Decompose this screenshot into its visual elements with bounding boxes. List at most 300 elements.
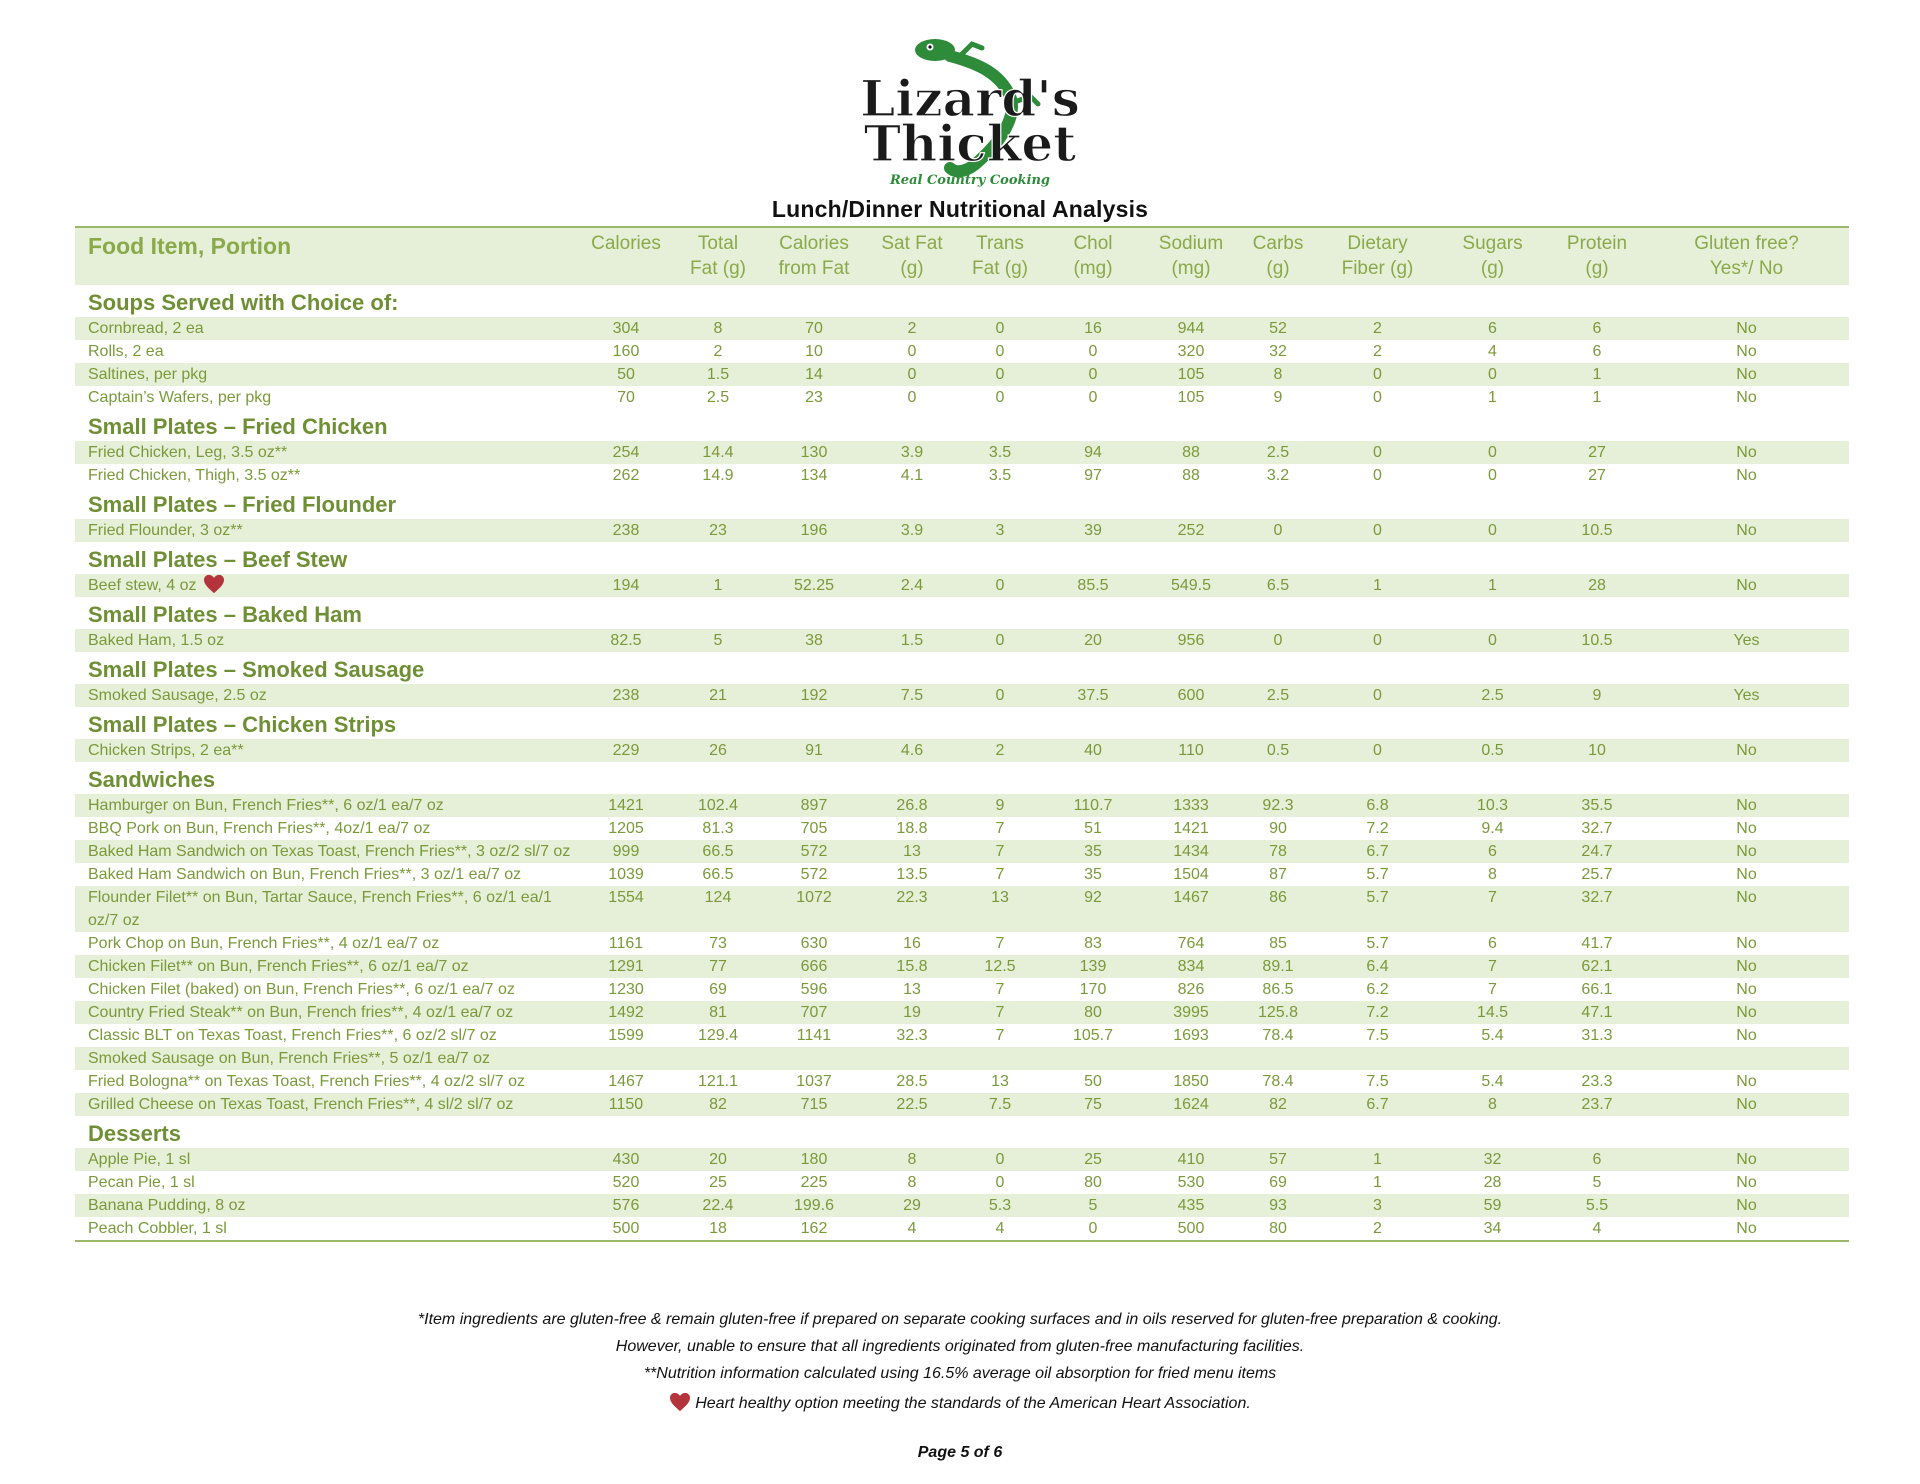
value-cell-sat: 3.9 (900, 444, 924, 461)
col-header-trans-fat: Trans Fat (g) (960, 227, 1040, 285)
value-cell-cal: 82.5 (610, 632, 642, 649)
food-item-cell (75, 340, 580, 363)
value-cell-chol: 83 (1084, 935, 1102, 952)
value-cell-cal: 576 (612, 1197, 640, 1214)
value-cell-pro: 23.7 (1581, 1096, 1613, 1113)
table-row (75, 464, 1849, 487)
value-cell-trans: 7.5 (988, 1096, 1012, 1113)
value-cell-pro: 6 (1592, 1151, 1602, 1168)
value-cell-sod: 105 (1177, 389, 1205, 406)
value-cell-chol: 0 (1040, 1217, 1146, 1241)
value-cell-trans: 13 (991, 889, 1009, 906)
value-cell-cff: 199.6 (793, 1197, 835, 1214)
value-cell-carb: 89.1 (1262, 958, 1294, 975)
table-row (75, 1001, 1849, 1024)
value-cell-gf: No (1736, 1174, 1757, 1191)
value-cell-carb: 125.8 (1257, 1004, 1299, 1021)
food-item-name: Baked Ham, 1.5 oz (88, 632, 225, 649)
value-cell-trans: 7 (995, 935, 1005, 952)
value-cell-sod: 1333 (1173, 797, 1209, 814)
value-cell-fat: 81 (709, 1004, 727, 1021)
food-item-cell (75, 978, 580, 1001)
value-cell-cff: 572 (800, 843, 828, 860)
value-cell-gf: No (1736, 467, 1757, 484)
value-cell-fib: 0 (1373, 687, 1382, 704)
col-header-calories-from-fat: Calories from Fat (764, 227, 864, 285)
value-cell-sat: 8 (907, 1174, 917, 1191)
food-item-cell (75, 1093, 580, 1116)
value-cell-fib: 1 (1373, 1151, 1382, 1168)
food-item-name: Baked Ham Sandwich on Bun, French Fries**, 3 oz/1 ea/7 oz (88, 866, 522, 883)
value-cell-fib: 6.4 (1366, 958, 1389, 975)
food-item-name: Saltines, per pkg (88, 366, 208, 383)
food-item-name: Chicken Strips, 2 ea** (88, 742, 244, 759)
value-cell-sod: 320 (1177, 343, 1205, 360)
value-cell-cff: 630 (800, 935, 828, 952)
food-item-name: Fried Chicken, Leg, 3.5 oz** (88, 444, 288, 461)
value-cell-trans: 0 (995, 1151, 1005, 1168)
food-item-cell (75, 441, 580, 464)
food-item-cell (75, 317, 580, 340)
value-cell-pro: 6 (1592, 343, 1602, 360)
value-cell-carb: 0.5 (1266, 742, 1290, 759)
value-cell-carb: 90 (1269, 820, 1287, 837)
value-cell-chol: 94 (1084, 444, 1102, 461)
value-cell-sat: 16 (903, 935, 921, 952)
value-cell-fib: 1 (1373, 1174, 1382, 1191)
col-header-sodium: Sodium (mg) (1146, 227, 1236, 285)
value-cell-fat: 82 (709, 1096, 727, 1113)
value-cell-fat: 14.9 (702, 467, 734, 484)
value-cell-sat: 13 (903, 981, 921, 998)
value-cell-cal: 1467 (608, 1073, 644, 1090)
value-cell-gf: No (1736, 577, 1757, 594)
value-cell-gf: No (1736, 958, 1757, 975)
value-cell-cal: 194 (612, 577, 640, 594)
value-cell-sug: 9.4 (1481, 820, 1504, 837)
value-cell-chol: 85.5 (1077, 577, 1109, 594)
value-cell-fib: 6.8 (1366, 797, 1389, 814)
value-cell-sod: 105 (1177, 366, 1205, 383)
col-header-calories: Calories (580, 227, 672, 285)
value-cell-trans: 0 (995, 1174, 1005, 1191)
value-cell-cal: 1599 (608, 1027, 644, 1044)
page-title: Lunch/Dinner Nutritional Analysis (771, 196, 1149, 222)
value-cell-gf: No (1736, 742, 1757, 759)
food-item-cell (75, 1024, 580, 1047)
value-cell-pro: 47.1 (1581, 1004, 1613, 1021)
value-cell-trans: 4 (960, 1217, 1040, 1241)
value-cell-sug: 0.5 (1481, 742, 1504, 759)
footnote-heart-text: Heart healthy option meeting the standards of the American Heart Association. (695, 1395, 1251, 1412)
value-cell-trans: 7 (995, 981, 1005, 998)
value-cell-sat: 18.8 (896, 820, 928, 837)
value-cell-cff: 130 (800, 444, 828, 461)
value-cell-pro: 10.5 (1581, 632, 1613, 649)
food-item-cell (75, 739, 580, 762)
value-cell-cal: 1554 (608, 889, 644, 906)
value-cell-gf: No (1736, 889, 1757, 906)
value-cell-chol: 5 (1088, 1197, 1098, 1214)
value-cell-sod: 88 (1182, 467, 1200, 484)
col-header-fiber: Dietary Fiber (g) (1320, 227, 1435, 285)
food-item-cell (75, 886, 580, 932)
food-item-cell (75, 684, 580, 707)
value-cell-carb: 78 (1269, 843, 1287, 860)
value-cell-pro: 24.7 (1581, 843, 1613, 860)
food-item-name: Rolls, 2 ea (88, 343, 164, 360)
value-cell-carb: 82 (1269, 1096, 1287, 1113)
table-row (75, 978, 1849, 1001)
value-cell-sug: 6 (1488, 320, 1497, 337)
value-cell-cal: 70 (617, 389, 635, 406)
value-cell-trans: 7 (995, 820, 1005, 837)
heart-icon (669, 1392, 691, 1412)
value-cell-chol: 0 (1088, 389, 1098, 406)
value-cell-sod: 956 (1177, 632, 1205, 649)
value-cell-sod (1146, 1047, 1236, 1070)
value-cell-fib: 2 (1373, 343, 1382, 360)
value-cell-fat: 77 (709, 958, 727, 975)
value-cell-pro: 23.3 (1581, 1073, 1613, 1090)
value-cell-sat: 0 (907, 343, 917, 360)
value-cell-cff: 1141 (796, 1027, 832, 1044)
value-cell-carb: 8 (1273, 366, 1283, 383)
value-cell-cff: 14 (805, 366, 823, 383)
value-cell-cal: 1150 (608, 1096, 644, 1113)
value-cell-trans: 0 (995, 343, 1005, 360)
value-cell-pro: 5.5 (1585, 1197, 1609, 1214)
value-cell-carb: 87 (1269, 866, 1287, 883)
value-cell-sat: 22.3 (896, 889, 928, 906)
value-cell-cff: 705 (800, 820, 828, 837)
value-cell-sod: 826 (1177, 981, 1205, 998)
table-row (75, 932, 1849, 955)
value-cell-trans: 0 (995, 320, 1005, 337)
value-cell-fib: 2 (1373, 320, 1382, 337)
value-cell-sug: 0 (1488, 632, 1497, 649)
value-cell-sod: 110 (1178, 742, 1204, 759)
value-cell-sat: 4.1 (900, 467, 924, 484)
food-item-cell (75, 1171, 580, 1194)
value-cell-sug: 0 (1488, 366, 1497, 383)
food-item-cell (75, 932, 580, 955)
food-item-cell (75, 955, 580, 978)
value-cell-pro: 32.7 (1581, 820, 1613, 837)
value-cell-trans: 7 (995, 1027, 1005, 1044)
value-cell-sod: 1504 (1173, 866, 1209, 883)
table-row (75, 363, 1849, 386)
food-item-name: Chicken Filet (baked) on Bun, French Fries**, 6 oz/1 ea/7 oz (88, 981, 515, 998)
value-cell-fat: 73 (709, 935, 727, 952)
value-cell-chol: 39 (1084, 522, 1102, 539)
table-row (75, 386, 1849, 409)
value-cell-cal: 999 (612, 843, 640, 860)
col-header-protein: Protein (g) (1550, 227, 1644, 285)
food-item-name: Fried Chicken, Thigh, 3.5 oz** (88, 467, 301, 484)
value-cell-chol: 0 (1088, 366, 1098, 383)
food-item-cell (75, 1047, 580, 1070)
value-cell-sug: 10.3 (1476, 797, 1509, 814)
value-cell-fib (1320, 1047, 1435, 1070)
value-cell-gf (1644, 1047, 1849, 1070)
value-cell-sat: 32.3 (896, 1027, 928, 1044)
value-cell-sug: 0 (1488, 467, 1497, 484)
value-cell-carb: 2.5 (1266, 687, 1290, 704)
table-row (75, 1047, 1849, 1070)
table-row (75, 1148, 1849, 1171)
value-cell-sat: 13.5 (896, 866, 928, 883)
value-cell-carb: 78.4 (1262, 1073, 1294, 1090)
value-cell-fib: 6.2 (1366, 981, 1389, 998)
value-cell-sat (864, 1047, 960, 1070)
value-cell-cff: 666 (800, 958, 828, 975)
section-title: Small Plates – Smoked Sausage (88, 657, 425, 682)
value-cell-cff: 707 (800, 1004, 828, 1021)
value-cell-fat: 21 (709, 687, 727, 704)
value-cell-sod: 500 (1146, 1217, 1236, 1241)
value-cell-fib: 7.2 (1366, 1004, 1389, 1021)
value-cell-chol: 139 (1079, 958, 1107, 975)
section-title: Small Plates – Fried Flounder (88, 492, 397, 517)
value-cell-fat: 121.1 (697, 1073, 739, 1090)
value-cell-sod: 1421 (1173, 820, 1209, 837)
value-cell-trans: 0 (995, 687, 1005, 704)
value-cell-fib: 0 (1373, 522, 1382, 539)
value-cell-gf: No (1736, 444, 1757, 461)
value-cell-fib: 0 (1373, 632, 1382, 649)
value-cell-fib: 5.7 (1366, 889, 1389, 906)
value-cell-cal: 520 (612, 1174, 640, 1191)
value-cell-cff: 70 (805, 320, 823, 337)
value-cell-sug: 28 (1483, 1174, 1502, 1191)
value-cell-fib: 7.5 (1366, 1027, 1389, 1044)
nutrition-table (75, 226, 1849, 1242)
value-cell-chol: 25 (1084, 1151, 1102, 1168)
table-row (75, 1093, 1849, 1116)
value-cell-sat: 0 (907, 389, 917, 406)
value-cell-fat: 25 (709, 1174, 727, 1191)
food-item-name: Baked Ham Sandwich on Texas Toast, French Fries**, 3 oz/2 sl/7 oz (88, 843, 571, 860)
section-header-row (75, 707, 1849, 739)
table-row (75, 863, 1849, 886)
value-cell-cal: 304 (612, 320, 640, 337)
value-cell-fib: 6.7 (1366, 1096, 1389, 1113)
logo-tagline: Real Country Cooking (890, 173, 1050, 188)
value-cell-pro: 5 (1592, 1174, 1602, 1191)
table-row (75, 886, 1849, 932)
value-cell-fat: 1 (713, 577, 723, 594)
value-cell-sod: 600 (1177, 687, 1205, 704)
food-item-name: Country Fried Steak** on Bun, French fries**, 4 oz/1 ea/7 oz (88, 1004, 514, 1021)
value-cell-pro: 6 (1592, 320, 1602, 337)
section-header-row (75, 487, 1849, 519)
value-cell-carb: 57 (1269, 1151, 1287, 1168)
value-cell-fib: 0 (1373, 467, 1382, 484)
value-cell-fat: 2.5 (706, 389, 730, 406)
value-cell-pro: 1 (1592, 366, 1602, 383)
value-cell-gf: No (1644, 1217, 1849, 1241)
heart-icon (203, 574, 225, 594)
food-item-name: BBQ Pork on Bun, French Fries**, 4oz/1 ea/7 oz (88, 820, 431, 837)
value-cell-gf: No (1736, 522, 1757, 539)
food-item-cell (75, 574, 580, 597)
table-row (75, 317, 1849, 340)
value-cell-sod: 435 (1177, 1197, 1205, 1214)
food-item-name: Pork Chop on Bun, French Fries**, 4 oz/1 ea/7 oz (88, 935, 440, 952)
value-cell-cff: 596 (800, 981, 828, 998)
value-cell-sod: 1693 (1173, 1027, 1209, 1044)
value-cell-chol: 110.7 (1073, 797, 1113, 814)
value-cell-sod: 410 (1177, 1151, 1205, 1168)
value-cell-sug: 4 (1488, 343, 1497, 360)
value-cell-fat: 81.3 (702, 820, 734, 837)
value-cell-cff (764, 1047, 864, 1070)
food-item-name: Fried Flounder, 3 oz** (88, 522, 243, 539)
value-cell-gf: No (1736, 366, 1757, 383)
value-cell-gf: No (1736, 1027, 1757, 1044)
food-item-cell (75, 794, 580, 817)
value-cell-gf: No (1736, 389, 1757, 406)
value-cell-carb: 78.4 (1262, 1027, 1294, 1044)
value-cell-trans: 9 (995, 797, 1005, 814)
value-cell-sug: 5.4 (1481, 1027, 1504, 1044)
value-cell-sug: 34 (1435, 1217, 1550, 1241)
value-cell-gf: No (1736, 866, 1757, 883)
table-body (75, 285, 1849, 1241)
food-item-cell (75, 363, 580, 386)
value-cell-sug: 7 (1488, 958, 1497, 975)
value-cell-cff: 225 (800, 1174, 828, 1191)
value-cell-fib: 7.2 (1366, 820, 1389, 837)
value-cell-trans: 3.5 (988, 444, 1012, 461)
value-cell-pro: 9 (1592, 687, 1602, 704)
table-row (75, 1024, 1849, 1047)
value-cell-cff: 23 (805, 389, 823, 406)
value-cell-carb: 0 (1273, 522, 1283, 539)
lizards-thicket-logo (860, 34, 1080, 190)
table-row (75, 794, 1849, 817)
value-cell-cff: 162 (764, 1217, 864, 1241)
value-cell-gf: No (1736, 1073, 1757, 1090)
value-cell-cal: 262 (612, 467, 640, 484)
section-title: Desserts (88, 1121, 181, 1146)
value-cell-gf: No (1736, 1197, 1757, 1214)
value-cell-cff: 1072 (796, 889, 832, 906)
col-header-total-fat: Total Fat (g) (672, 227, 764, 285)
value-cell-trans: 3.5 (988, 467, 1012, 484)
value-cell-trans: 7 (995, 1004, 1005, 1021)
value-cell-sat: 8 (907, 1151, 917, 1168)
section-header-row (75, 542, 1849, 574)
food-item-name: Smoked Sausage on Bun, French Fries**, 5 oz/1 ea/7 oz (88, 1050, 491, 1067)
value-cell-carb: 86.5 (1262, 981, 1294, 998)
table-row (75, 340, 1849, 363)
food-item-name: Banana Pudding, 8 oz (88, 1197, 246, 1214)
food-item-name: Classic BLT on Texas Toast, French Fries**, 6 oz/2 sl/7 oz (88, 1027, 497, 1044)
value-cell-trans: 13 (991, 1073, 1009, 1090)
value-cell-cff: 192 (800, 687, 828, 704)
value-cell-sat: 19 (903, 1004, 921, 1021)
value-cell-sat: 2 (907, 320, 917, 337)
value-cell-sod: 1850 (1173, 1073, 1209, 1090)
value-cell-fib: 5.7 (1366, 866, 1389, 883)
value-cell-pro: 27 (1588, 467, 1606, 484)
value-cell-gf: No (1736, 981, 1757, 998)
value-cell-sug: 59 (1483, 1197, 1502, 1214)
value-cell-sod: 3995 (1173, 1004, 1209, 1021)
food-item-name: Hamburger on Bun, French Fries**, 6 oz/1 ea/7 oz (88, 797, 444, 814)
value-cell-chol: 97 (1084, 467, 1102, 484)
value-cell-carb: 86 (1269, 889, 1287, 906)
value-cell-cff: 572 (800, 866, 828, 883)
value-cell-trans: 0 (995, 577, 1005, 594)
value-cell-cal: 1492 (608, 1004, 644, 1021)
logo-line1: Lizard's (860, 69, 1080, 128)
value-cell-sug: 6 (1488, 843, 1497, 860)
value-cell-sug: 8 (1488, 1096, 1497, 1113)
value-cell-fat: 26 (709, 742, 727, 759)
value-cell-fib: 0 (1373, 742, 1382, 759)
value-cell-pro (1550, 1047, 1644, 1070)
value-cell-fat: 22.4 (702, 1197, 734, 1214)
food-item-cell (75, 1148, 580, 1171)
value-cell-sat: 28.5 (896, 1073, 928, 1090)
value-cell-carb (1236, 1047, 1320, 1070)
value-cell-cal: 238 (612, 687, 640, 704)
value-cell-chol: 105.7 (1072, 1027, 1114, 1044)
value-cell-fat (672, 1047, 764, 1070)
value-cell-sug: 0 (1488, 522, 1497, 539)
food-item-name: Beef stew, 4 oz (88, 577, 197, 594)
value-cell-sod: 944 (1177, 320, 1205, 337)
value-cell-gf: No (1736, 843, 1757, 860)
value-cell-sug: 0 (1488, 444, 1497, 461)
value-cell-chol: 80 (1084, 1174, 1102, 1191)
value-cell-cff: 91 (805, 742, 823, 759)
value-cell-fib: 6.7 (1366, 843, 1389, 860)
value-cell-chol: 75 (1084, 1096, 1102, 1113)
value-cell-trans (960, 1047, 1040, 1070)
value-cell-pro: 41.7 (1581, 935, 1613, 952)
value-cell-trans: 7 (995, 843, 1005, 860)
food-item-name: Apple Pie, 1 sl (88, 1151, 191, 1168)
value-cell-gf: Yes (1733, 687, 1760, 704)
table-row (75, 840, 1849, 863)
value-cell-carb: 92.3 (1262, 797, 1294, 814)
value-cell-sug: 5.4 (1481, 1073, 1504, 1090)
value-cell-sat: 3.9 (900, 522, 924, 539)
table-row (75, 629, 1849, 652)
value-cell-sod: 1434 (1173, 843, 1209, 860)
value-cell-cal: 160 (612, 343, 640, 360)
value-cell-pro: 4 (1550, 1217, 1644, 1241)
value-cell-fat: 20 (709, 1151, 727, 1168)
food-item-cell (75, 1217, 580, 1241)
value-cell-fib: 1 (1373, 577, 1382, 594)
table-row (75, 1194, 1849, 1217)
value-cell-sat: 15.8 (896, 958, 928, 975)
value-cell-carb: 80 (1236, 1217, 1320, 1241)
value-cell-fat: 69 (709, 981, 727, 998)
table-header-row (75, 227, 1849, 285)
value-cell-sug: 1 (1488, 577, 1497, 594)
value-cell-trans: 0 (995, 366, 1005, 383)
value-cell-carb: 9 (1273, 389, 1283, 406)
value-cell-gf: No (1736, 1151, 1757, 1168)
value-cell-cff: 10 (805, 343, 823, 360)
value-cell-sug: 7 (1488, 981, 1497, 998)
